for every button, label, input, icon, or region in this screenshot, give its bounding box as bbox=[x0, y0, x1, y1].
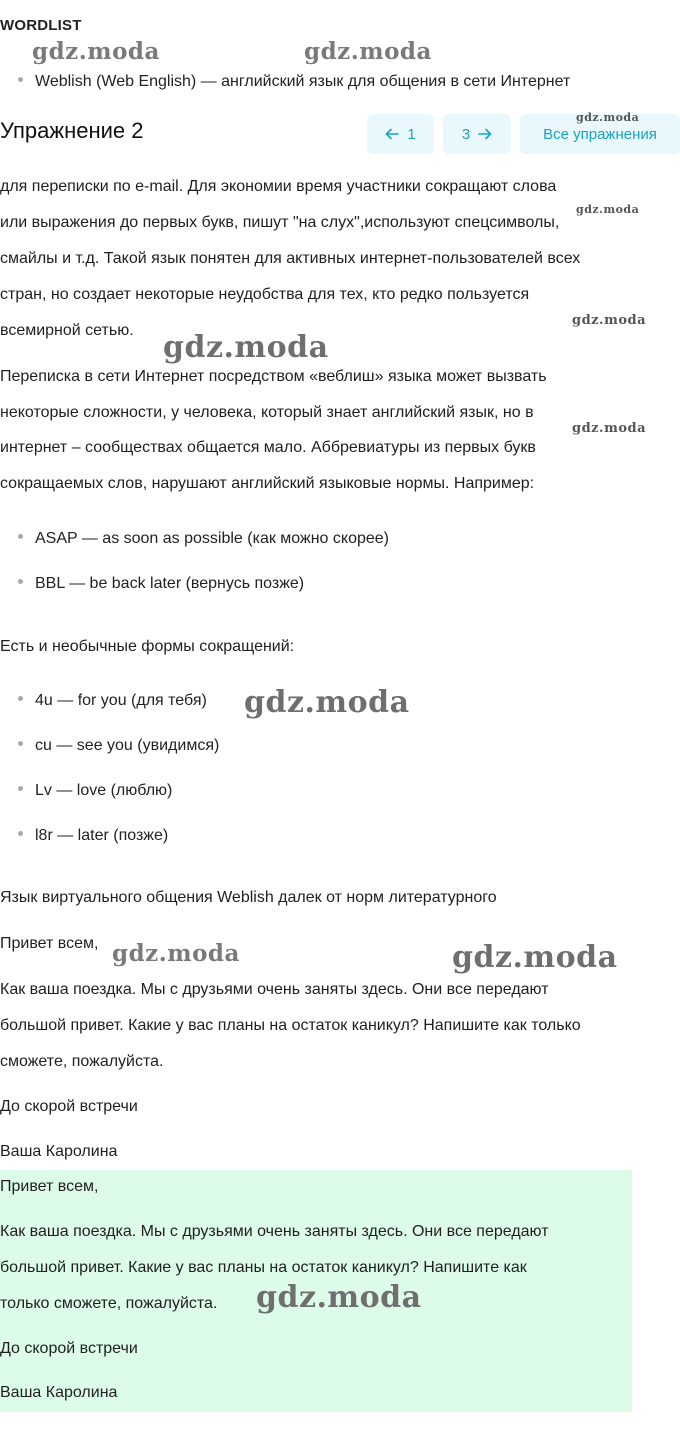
answer-line: только сможете, пожалуйста. bbox=[0, 1295, 218, 1312]
list-item bbox=[18, 691, 207, 711]
wordlist-item-text: Weblish (Web English) — английский язык для общения в сети Интернет bbox=[35, 73, 571, 90]
watermark: gdz.moda bbox=[576, 203, 640, 216]
prev-exercise-label: 1 bbox=[407, 125, 416, 143]
paragraph-line: Переписка в сети Интернет посредством «веблиш» языка может вызвать bbox=[0, 368, 547, 385]
paragraph-line: для переписки по e-mail. Для экономии время участники сокращают слова bbox=[0, 178, 557, 195]
paragraph-line: стран, но создает некоторые неудобства для тех, кто редко пользуется bbox=[0, 286, 530, 303]
watermark: gdz.moda bbox=[572, 313, 647, 328]
paragraph-line: сокращаемых слов, нарушают английский языковые нормы. Например: bbox=[0, 475, 535, 492]
bullet-dot bbox=[18, 579, 23, 584]
letter-closing: До скорой встречи bbox=[0, 1098, 138, 1115]
watermark: gdz.moda bbox=[576, 111, 640, 124]
answer-line: большой привет. Какие у вас планы на остаток каникул? Напишите как bbox=[0, 1259, 527, 1276]
letter-greeting: Привет всем, bbox=[0, 935, 99, 952]
watermark: gdz.moda bbox=[163, 330, 329, 365]
paragraph-line: интернет – сообществах общается мало. Аббревиатуры из первых букв bbox=[0, 439, 536, 456]
watermark: gdz.moda bbox=[256, 1280, 422, 1315]
arrow-left-icon bbox=[385, 128, 399, 140]
answer-line: Как ваша поездка. Мы с друзьями очень заняты здесь. Они все передают bbox=[0, 1223, 549, 1240]
paragraph-line: или выражения до первых букв, пишут "на слух",используют спецсимволы, bbox=[0, 214, 560, 231]
wordlist-heading: WORDLIST bbox=[0, 17, 82, 34]
paragraph-line: Язык виртуального общения Weblish далек от норм литературного bbox=[0, 889, 497, 906]
list-item-text: l8r — later (позже) bbox=[35, 827, 169, 844]
list-item-text: cu — see you (увидимся) bbox=[35, 737, 220, 754]
paragraph-line: всемирной сетью. bbox=[0, 322, 134, 339]
paragraph-line: смайлы и т.д. Такой язык понятен для активных интернет-пользователей всех bbox=[0, 250, 581, 267]
wordlist-item bbox=[18, 72, 570, 92]
watermark: gdz.moda bbox=[452, 940, 618, 975]
all-exercises-button[interactable] bbox=[520, 114, 680, 154]
bullet-dot bbox=[18, 77, 23, 82]
page-title: Упражнение 2 bbox=[0, 118, 144, 143]
watermark: gdz.moda bbox=[572, 421, 647, 436]
letter-signature: Ваша Каролина bbox=[0, 1143, 118, 1160]
answer-signature: Ваша Каролина bbox=[0, 1384, 118, 1401]
watermark: gdz.moda bbox=[32, 38, 160, 65]
watermark: gdz.moda bbox=[304, 38, 432, 65]
bullet-dot bbox=[18, 741, 23, 746]
next-exercise-label: 3 bbox=[461, 125, 471, 143]
arrow-right-icon bbox=[478, 128, 492, 140]
list-item bbox=[18, 781, 172, 801]
list-item bbox=[18, 826, 168, 846]
bullet-dot bbox=[18, 696, 23, 701]
answer-greeting: Привет всем, bbox=[0, 1178, 99, 1195]
bullet-dot bbox=[18, 831, 23, 836]
watermark: gdz.moda bbox=[112, 940, 240, 967]
letter-line: Как ваша поездка. Мы с друзьями очень заняты здесь. Они все передают bbox=[0, 981, 549, 998]
bullet-dot bbox=[18, 534, 23, 539]
letter-line: сможете, пожалуйста. bbox=[0, 1053, 164, 1070]
answer-closing: До скорой встречи bbox=[0, 1340, 138, 1357]
all-exercises-label: Все упражнения bbox=[543, 125, 657, 143]
bullet-dot bbox=[18, 786, 23, 791]
paragraph-line: некоторые сложности, у человека, который знает английский язык, но в bbox=[0, 404, 534, 421]
list-item-text: Lv — love (люблю) bbox=[35, 782, 173, 799]
next-exercise-button[interactable] bbox=[443, 114, 511, 154]
list-item bbox=[18, 574, 304, 594]
list-item bbox=[18, 736, 219, 756]
paragraph-line: Есть и необычные формы сокращений: bbox=[0, 638, 295, 655]
answer-block bbox=[0, 1170, 632, 1412]
letter-line: большой привет. Какие у вас планы на остаток каникул? Напишите как только bbox=[0, 1017, 581, 1034]
list-item-text: ASAP — as soon as possible (как можно скорее) bbox=[35, 530, 389, 547]
list-item bbox=[18, 529, 389, 549]
prev-exercise-button[interactable] bbox=[367, 114, 434, 154]
list-item-text: 4u — for you (для тебя) bbox=[35, 692, 207, 709]
watermark: gdz.moda bbox=[244, 685, 410, 720]
list-item-text: BBL — be back later (вернусь позже) bbox=[35, 575, 305, 592]
